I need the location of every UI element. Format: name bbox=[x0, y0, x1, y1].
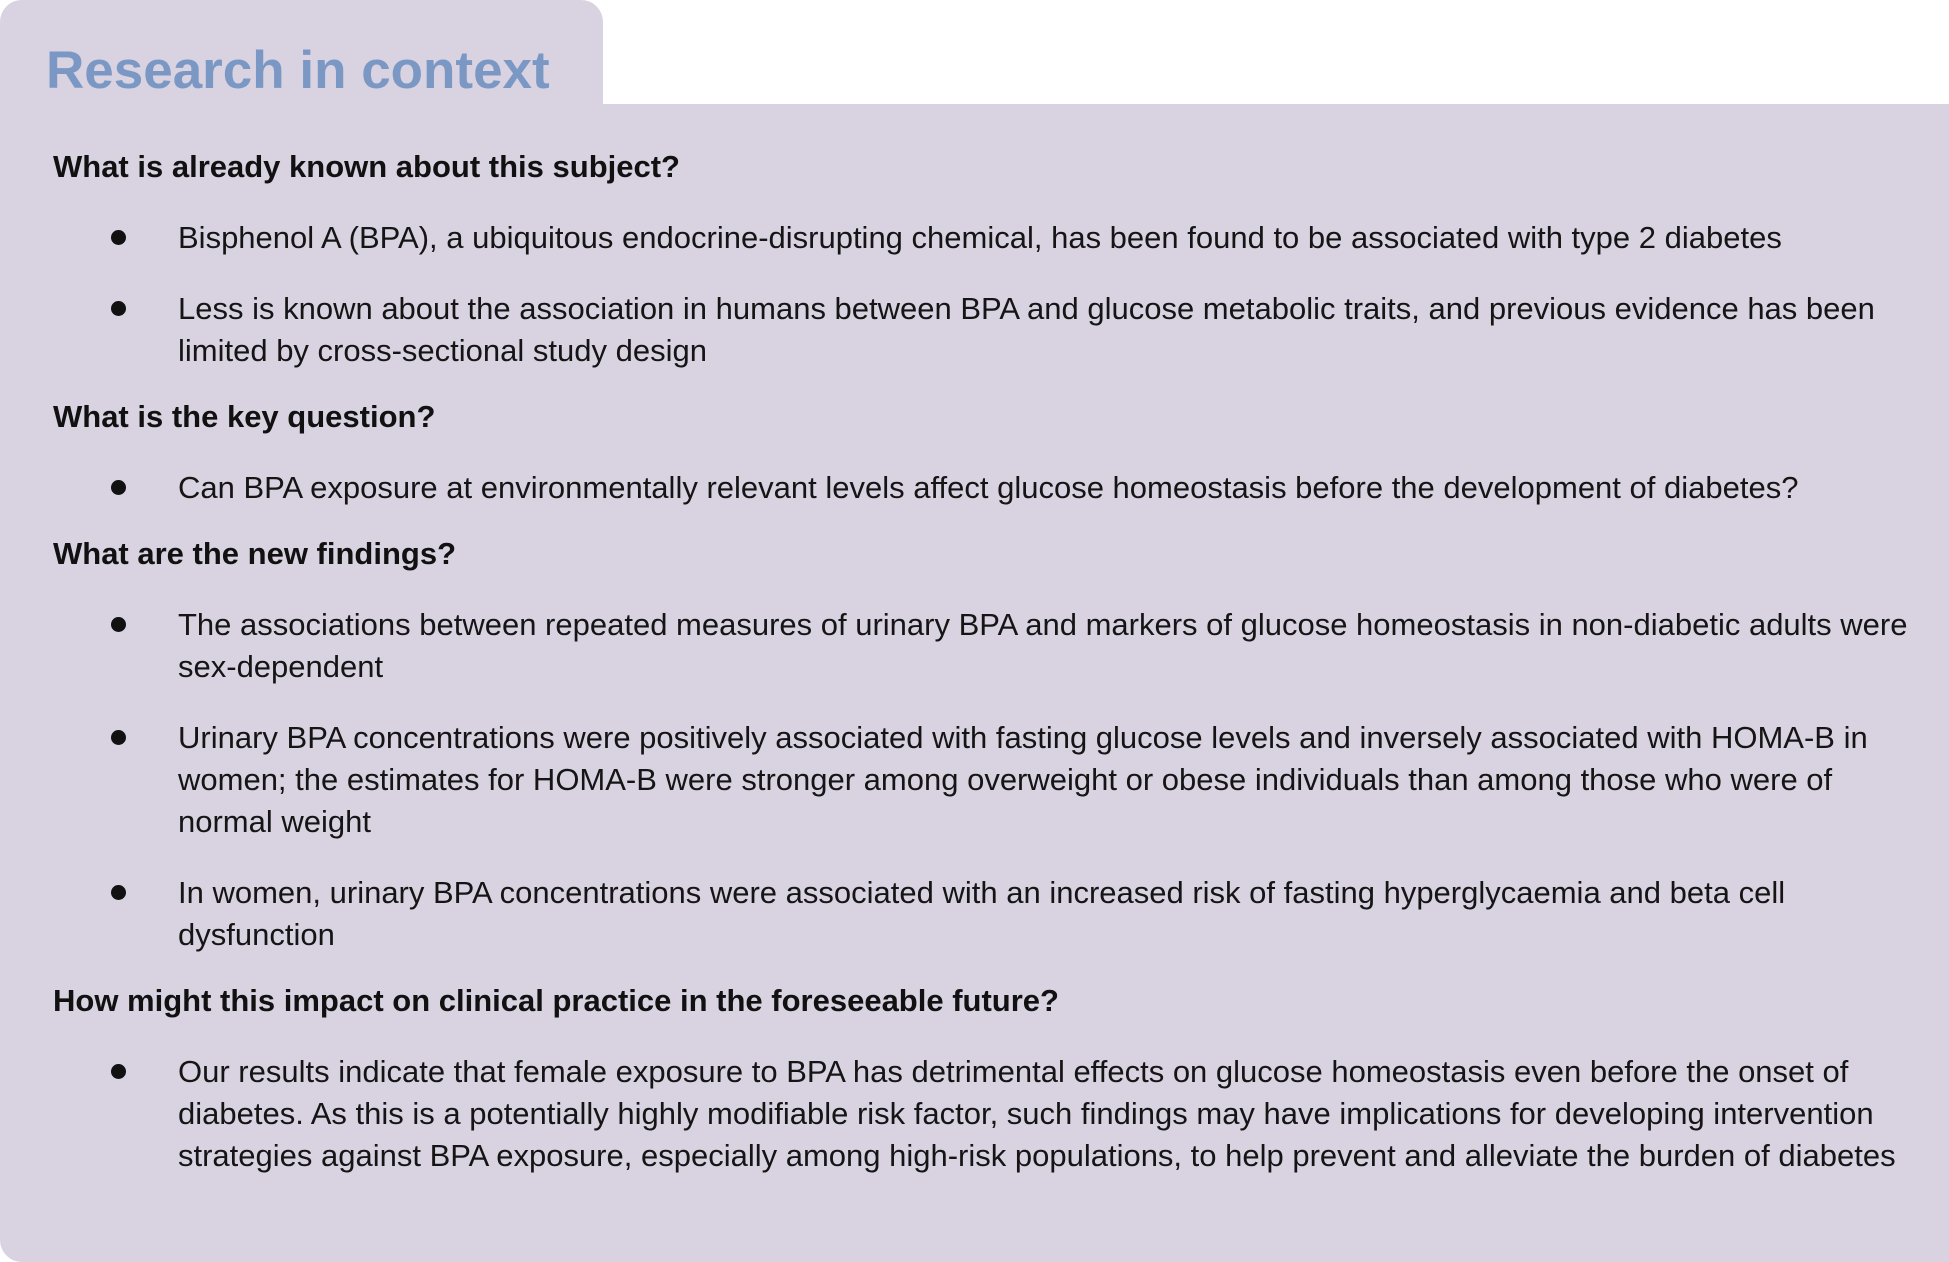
section-spacer bbox=[53, 509, 1913, 533]
panel-content bbox=[53, 146, 1913, 1177]
list-findings bbox=[53, 604, 1913, 956]
list-item-text: In women, urinary BPA concentrations were associated with an increased risk of fasting hyperglycaemia and beta cell dysfunction bbox=[178, 875, 1786, 952]
list-item bbox=[53, 717, 1913, 843]
section-spacer bbox=[53, 372, 1913, 396]
section-spacer bbox=[53, 956, 1913, 980]
list-question bbox=[53, 467, 1913, 509]
section-heading-known: What is already known about this subject? bbox=[53, 149, 680, 184]
list-item bbox=[53, 288, 1913, 372]
list-item bbox=[53, 872, 1913, 956]
list-item-text: Our results indicate that female exposure to BPA has detrimental effects on glucose homeostasis even before the onset of diabetes. As this is a potentially highly modifiable risk factor, such findings may have implications for developing intervention strategies against BPA exposure, especially among high-risk populations, to help prevent and alleviate the burden of diabetes bbox=[178, 1054, 1896, 1173]
list-item bbox=[53, 217, 1913, 259]
section-heading-question: What is the key question? bbox=[53, 399, 436, 434]
list-known bbox=[53, 217, 1913, 372]
list-item bbox=[53, 1051, 1913, 1177]
box-title: Research in context bbox=[46, 41, 550, 100]
bullet-icon bbox=[111, 480, 126, 495]
section-heading-findings: What are the new findings? bbox=[53, 536, 457, 571]
bullet-icon bbox=[111, 301, 126, 316]
bullet-icon bbox=[111, 1064, 126, 1079]
bullet-icon bbox=[111, 617, 126, 632]
list-impact bbox=[53, 1051, 1913, 1177]
list-item bbox=[53, 467, 1913, 509]
list-item-text: Urinary BPA concentrations were positively associated with fasting glucose levels and inversely associated with HOMA-B in women; the estimates for HOMA-B were stronger among overweight or obese individuals than among those who were of normal weight bbox=[178, 720, 1868, 839]
list-item bbox=[53, 604, 1913, 688]
bullet-icon bbox=[111, 885, 126, 900]
list-item-text: Can BPA exposure at environmentally relevant levels affect glucose homeostasis before the development of diabetes? bbox=[178, 470, 1799, 505]
list-item-text: Less is known about the association in humans between BPA and glucose metabolic traits, and previous evidence has been limited by cross-sectional study design bbox=[178, 291, 1875, 368]
list-item-text: Bisphenol A (BPA), a ubiquitous endocrine-disrupting chemical, has been found to be associated with type 2 diabetes bbox=[178, 220, 1782, 255]
list-item-text: The associations between repeated measures of urinary BPA and markers of glucose homeostasis in non-diabetic adults were sex-dependent bbox=[178, 607, 1908, 684]
bullet-icon bbox=[111, 730, 126, 745]
section-heading-impact: How might this impact on clinical practice in the foreseeable future? bbox=[53, 983, 1059, 1018]
bullet-icon bbox=[111, 230, 126, 245]
